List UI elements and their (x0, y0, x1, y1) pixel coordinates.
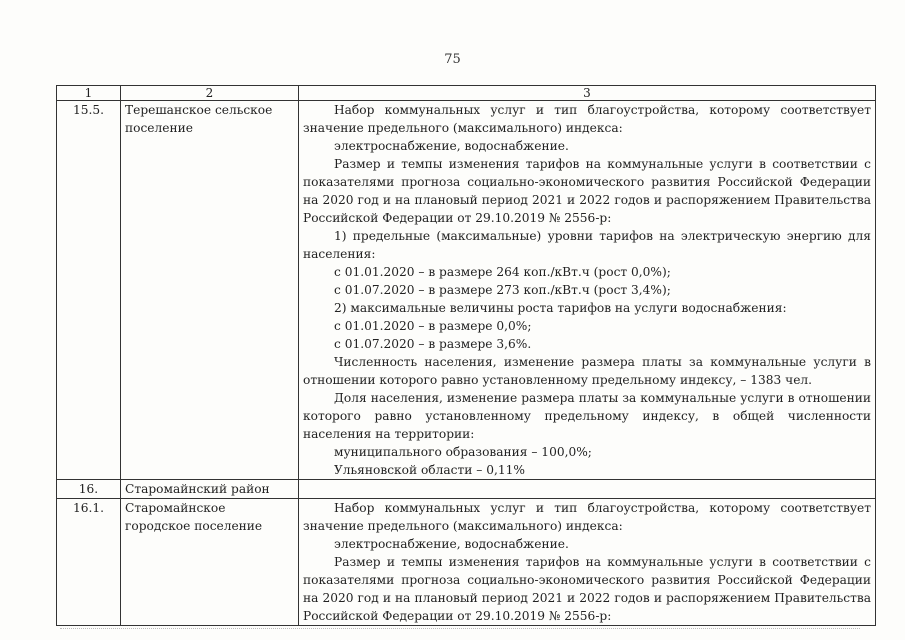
page-number: 75 (444, 52, 461, 67)
paragraph: 1) предельные (максимальные) уровни тарифов на электрическую энергию для населения: (303, 229, 871, 261)
header-col-1: 1 (57, 86, 121, 101)
table-row (57, 499, 876, 626)
row-content (299, 499, 876, 626)
paragraph: Набор коммунальных услуг и тип благоустройства, которому соответствует значение предельного (максимального) индекса: (303, 103, 871, 135)
row-municipality: Терешанское сельское поселение (121, 101, 299, 480)
tariff-table (56, 85, 876, 626)
paragraph: Размер и темпы изменения тарифов на коммунальные услуги в соответствии с показателями прогноза социально-экономического развития Российской Федерации на 2020 год и на плановый период 2021 и 2022 годов и распоряжением Правительства Российской Федерации от 29.10.2019 № 2556-р: (303, 157, 871, 225)
row-number: 16. (57, 480, 121, 499)
header-col-2: 2 (121, 86, 299, 101)
row-municipality: Старомайнский район (121, 480, 299, 499)
paragraph: с 01.01.2020 – в размере 264 коп./кВт.ч (рост 0,0%); (334, 265, 671, 279)
row-number: 15.5. (57, 101, 121, 480)
row-municipality: Старомайнское городское поселение (121, 499, 299, 626)
paragraph: Набор коммунальных услуг и тип благоустройства, которому соответствует значение предельного (максимального) индекса: (303, 501, 871, 533)
row-content (299, 101, 876, 480)
paragraph: с 01.07.2020 – в размере 273 коп./кВт.ч (рост 3,4%); (334, 283, 671, 297)
paragraph: муниципального образования – 100,0%; (334, 445, 592, 459)
header-col-3: 3 (299, 86, 876, 101)
paragraph: с 01.07.2020 – в размере 3,6%. (334, 337, 532, 351)
paragraph: Ульяновской области – 0,11% (334, 463, 525, 477)
paragraph: Численность населения, изменение размера платы за коммунальные услуги в отношении которого равно установленному предельному индексу, – 1383 чел. (303, 355, 871, 387)
paragraph: 2) максимальные величины роста тарифов на услуги водоснабжения: (334, 301, 787, 315)
row-content (299, 480, 876, 499)
paragraph: электроснабжение, водоснабжение. (334, 139, 569, 153)
paragraph: электроснабжение, водоснабжение. (334, 537, 569, 551)
paragraph: с 01.01.2020 – в размере 0,0%; (334, 319, 532, 333)
table-row (57, 480, 876, 499)
table-header-row (57, 86, 876, 101)
table-row (57, 101, 876, 480)
scan-artifact (60, 628, 860, 631)
paragraph: Доля населения, изменение размера платы за коммунальные услуги в отношении которого равно установленному предельному индексу, в общей численности населения на территории: (303, 391, 871, 441)
row-number: 16.1. (57, 499, 121, 626)
paragraph: Размер и темпы изменения тарифов на коммунальные услуги в соответствии с показателями прогноза социально-экономического развития Российской Федерации на 2020 год и на плановый период 2021 и 2022 годов и распоряжением Правительства Российской Федерации от 29.10.2019 № 2556-р: (303, 555, 871, 623)
